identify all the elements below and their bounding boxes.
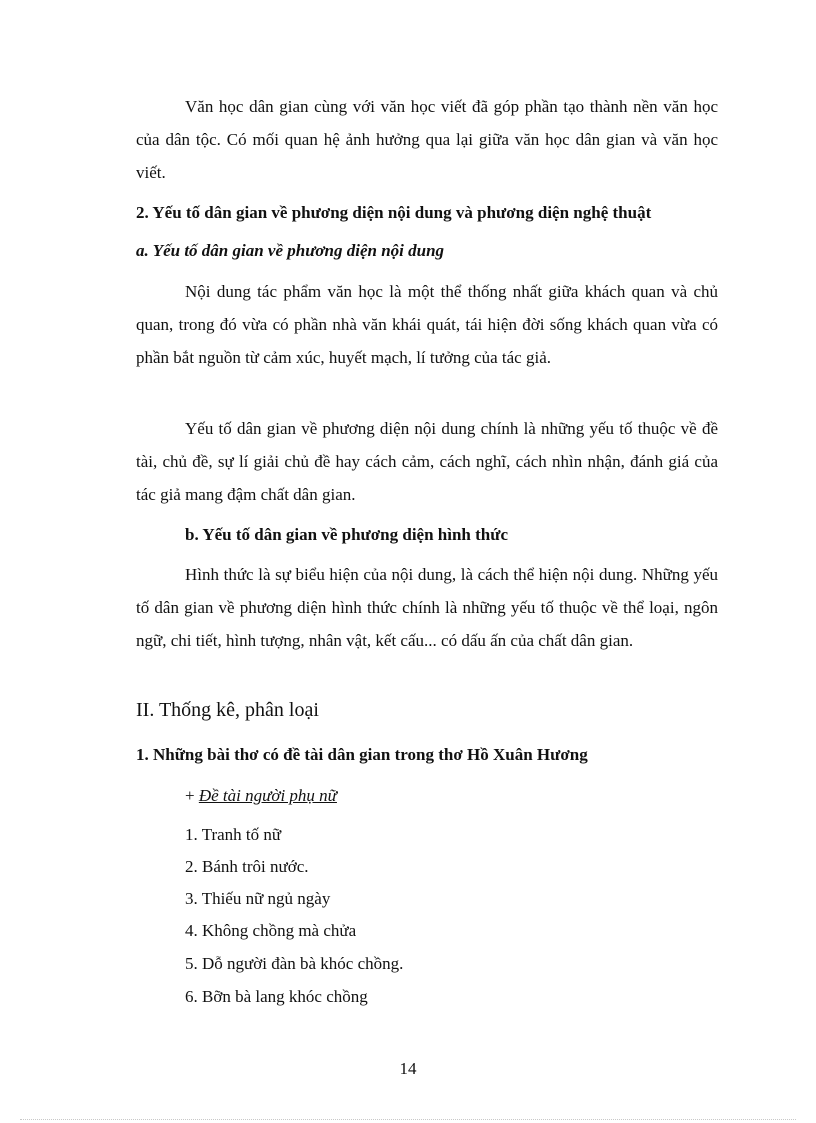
list-item: 4. Không chồng mà chửa: [185, 921, 357, 940]
page-bottom-border: [20, 1119, 796, 1120]
paragraph-folk-content: Yếu tố dân gian về phương diện nội dung chính là những yếu tố thuộc về đề tài, chủ đề, sự lí giải chủ đề hay cách cảm, cách nghĩ, cách nhìn nhận, đánh giá của tác giả mang đậm chất dân gian.: [136, 419, 718, 504]
page-number: 14: [399, 1059, 417, 1078]
heading-content-aspect: a. Yếu tố dân gian về phương diện nội dung: [136, 241, 445, 260]
list-item: 5. Dỗ người đàn bà khóc chồng.: [185, 954, 404, 973]
topic-line: [185, 779, 337, 812]
list-item: 1. Tranh tố nữ: [185, 825, 282, 844]
topic-prefix: +: [185, 786, 199, 805]
paragraph-form-definition: Hình thức là sự biểu hiện của nội dung, là cách thể hiện nội dung. Những yếu tố dân gian về phương diện hình thức chính là những yếu tố thuộc về thể loại, ngôn ngữ, chi tiết, hình tượng, nhân vật, kết cấu... có dấu ấn của chất dân gian.: [136, 565, 718, 650]
heading-folk-poems: 1. Những bài thơ có đề tài dân gian trong thơ Hồ Xuân Hương: [136, 745, 588, 764]
paragraph-folk-literature: Văn học dân gian cùng với văn học viết đã góp phần tạo thành nền văn học của dân tộc. Có mối quan hệ ảnh hưởng qua lại giữa văn học dân gian và văn học viết.: [136, 97, 718, 182]
heading-folk-elements: 2. Yếu tố dân gian về phương diện nội dung và phương diện nghệ thuật: [136, 203, 652, 222]
heading-form-aspect: b. Yếu tố dân gian về phương diện hình thức: [185, 525, 508, 544]
list-item: 3. Thiếu nữ ngủ ngày: [185, 889, 331, 908]
list-item: 6. Bỡn bà lang khóc chồng: [185, 987, 368, 1006]
section-title-statistics: II. Thống kê, phân loại: [136, 699, 319, 721]
paragraph-content-definition: Nội dung tác phẩm văn học là một thể thống nhất giữa khách quan và chủ quan, trong đó vừa có phần nhà văn khái quát, tái hiện đời sống khách quan vừa có phần bắt nguồn từ cảm xúc, huyết mạch, lí tưởng của tác giả.: [136, 282, 718, 367]
list-item: 2. Bánh trôi nước.: [185, 857, 309, 876]
topic-women: Đề tài người phụ nữ: [198, 786, 337, 805]
